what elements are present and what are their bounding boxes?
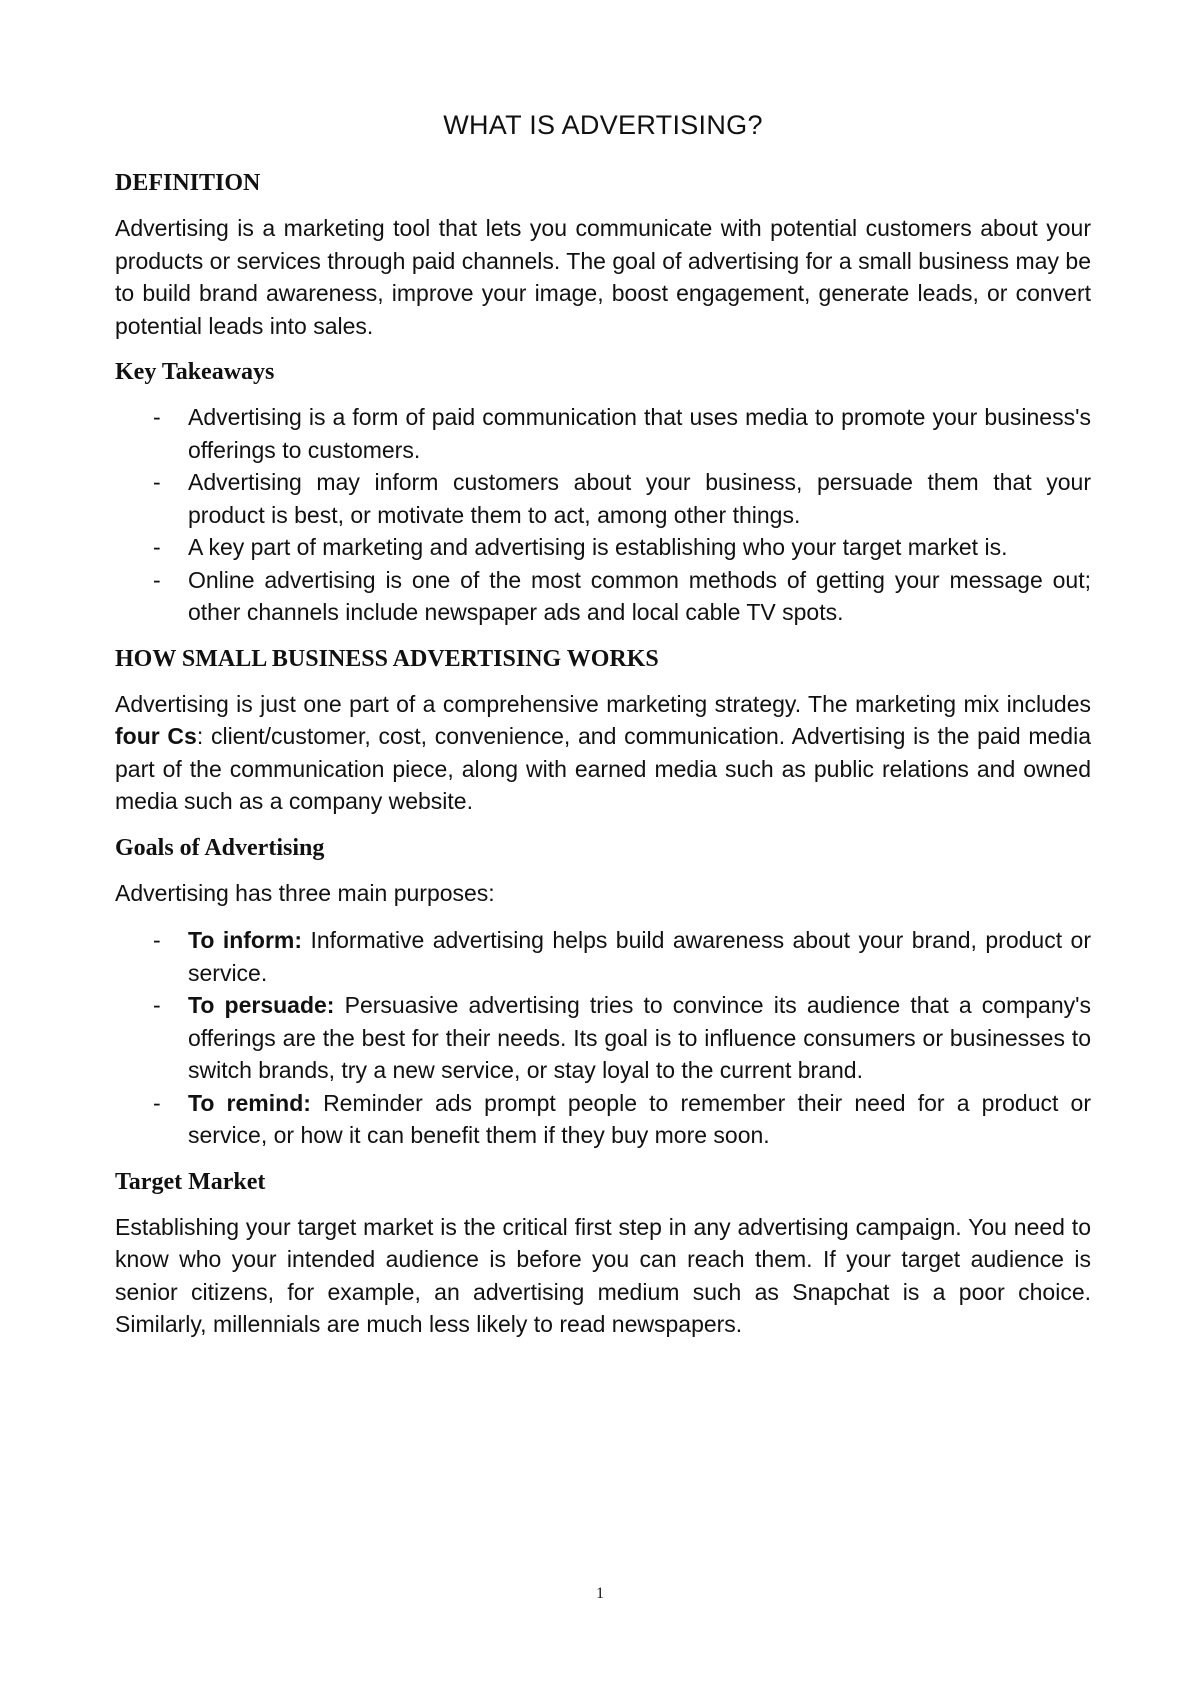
list-item-text: Advertising may inform customers about your business, persuade them that your product is best, or motivate them to act, among other things. [188,469,1091,528]
list-item-text: Advertising is a form of paid communication that uses media to promote your business's offerings to customers. [188,404,1091,463]
bullet-dash: - [153,992,161,1018]
how-it-works-heading: HOW SMALL BUSINESS ADVERTISING WORKS [115,645,659,672]
goal-label: To persuade: [188,992,335,1018]
goal-text: Informative advertising helps build awareness about your brand, product or service. [188,927,1091,986]
goal-text: Persuasive advertising tries to convince its audience that a company's offerings are the best for their needs. Its goal is to influence consumers or businesses to switch brands, try a new service, or stay loyal to the current brand. [188,992,1091,1083]
goal-label: To remind: [188,1089,311,1116]
list-item [115,531,1091,564]
list-item-text: Online advertising is one of the most common methods of getting your message out; other channels include newspaper ads and local cable TV spots. [188,566,1091,625]
definition-heading: DEFINITION [115,170,261,196]
four-cs-bold: four Cs [115,723,197,749]
bullet-dash: - [153,566,161,593]
list-item [115,924,1091,989]
bullet-dash: - [153,404,161,430]
goals-list [115,924,1091,1152]
goals-intro: Advertising has three main purposes: [115,879,495,906]
target-market-heading: Target Market [115,1168,266,1195]
document-content [115,108,1091,1356]
list-item [115,1087,1091,1152]
list-item [115,466,1091,531]
how-it-works-paragraph [115,688,1091,818]
bullet-dash: - [153,1089,161,1116]
list-item [115,401,1091,466]
definition-paragraph: Advertising is a marketing tool that lets you communicate with potential customers about your products or services through paid channels. The goal of advertising for a small business may be to build brand awareness, improve your image, boost engagement, generate leads, or convert potential leads into sales. [115,215,1091,339]
how-it-works-text-before: Advertising is just one part of a comprehensive marketing strategy. The marketing mix includes [115,690,1091,717]
bullet-dash: - [153,469,161,495]
list-item-text: A key part of marketing and advertising is establishing who your target market is. [188,534,1008,560]
goal-label: To inform: [188,927,303,953]
key-takeaways-heading: Key Takeaways [115,359,275,385]
bullet-dash: - [153,534,161,560]
target-market-paragraph: Establishing your target market is the critical first step in any advertising campaign. You need to know who your intended audience is before you can reach them. If your target audience is senior citizens, for example, an advertising medium such as Snapchat is a poor choice. Similarly, millennials are much less likely to read newspapers. [115,1213,1091,1337]
bullet-dash: - [153,927,161,953]
page-number: 1 [596,1585,604,1602]
key-takeaways-list [115,401,1091,629]
goal-text: Reminder ads prompt people to remember their need for a product or service, or how it can benefit them if they buy more soon. [188,1089,1092,1148]
list-item [115,989,1091,1087]
list-item [115,564,1091,629]
how-it-works-text-after: : client/customer, cost, convenience, and communication. Advertising is the paid media part of the communication piece, along with earned media such as public relations and owned media such as a company website. [115,723,1092,814]
goals-heading: Goals of Advertising [115,834,325,861]
page-title: WHAT IS ADVERTISING? [443,110,763,140]
